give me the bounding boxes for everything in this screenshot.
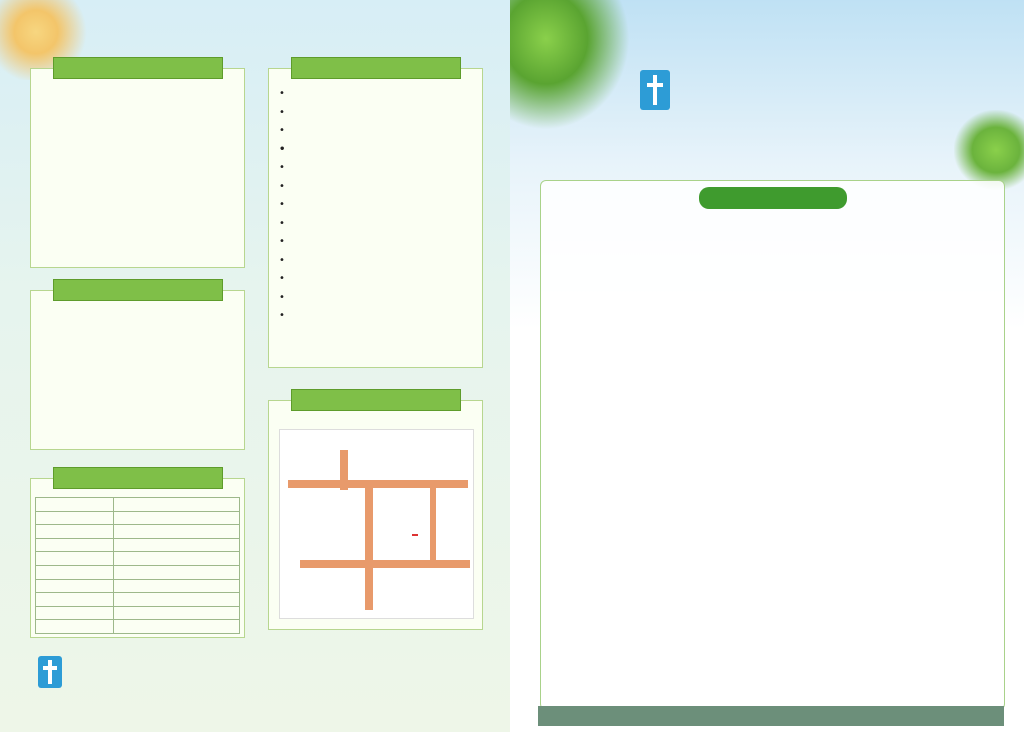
right-page [510, 0, 1024, 732]
table-row [36, 593, 240, 607]
list-item [279, 270, 476, 289]
volunteer-title [53, 279, 223, 301]
map-road [340, 450, 348, 490]
list-item [279, 104, 476, 123]
list-item [279, 85, 476, 104]
volunteer-panel [30, 290, 245, 450]
church-intro-title [53, 57, 223, 79]
church-intro-panel [30, 68, 245, 268]
location-map [279, 429, 474, 619]
map-road [300, 560, 470, 568]
service-times-panel [30, 478, 245, 638]
table-row [36, 538, 240, 552]
list-item [279, 196, 476, 215]
table-row [36, 579, 240, 593]
worship-order-panel [540, 180, 1005, 710]
table-row [36, 552, 240, 566]
list-item [279, 252, 476, 271]
table-row [36, 606, 240, 620]
prayer-topics-title [291, 57, 461, 79]
cross-icon [38, 656, 62, 688]
list-item [279, 159, 476, 178]
list-item [279, 122, 476, 141]
church-logo [38, 650, 228, 720]
list-item [279, 233, 476, 252]
table-row [36, 511, 240, 525]
footer-verse [538, 706, 1004, 726]
table-row [36, 498, 240, 512]
tree-decoration [954, 110, 1024, 190]
list-item [279, 178, 476, 197]
prayer-list [279, 85, 476, 326]
list-item [279, 141, 476, 160]
cross-icon [640, 70, 670, 110]
tree-decoration [510, 0, 630, 130]
directions-panel [268, 400, 483, 630]
map-road [288, 480, 468, 488]
left-page [0, 0, 510, 732]
table-row [36, 620, 240, 634]
list-item [279, 289, 476, 308]
map-road [430, 488, 436, 563]
map-road [365, 480, 373, 610]
service-times-title [53, 467, 223, 489]
table-row [36, 565, 240, 579]
worship-order-title [699, 187, 847, 209]
church-location-marker [412, 534, 418, 536]
prayer-topics-panel [268, 68, 483, 368]
table-row [36, 525, 240, 539]
worship-time [561, 213, 994, 229]
service-times-table [35, 497, 240, 634]
directions-title [291, 389, 461, 411]
list-item [279, 215, 476, 234]
list-item [279, 307, 476, 326]
